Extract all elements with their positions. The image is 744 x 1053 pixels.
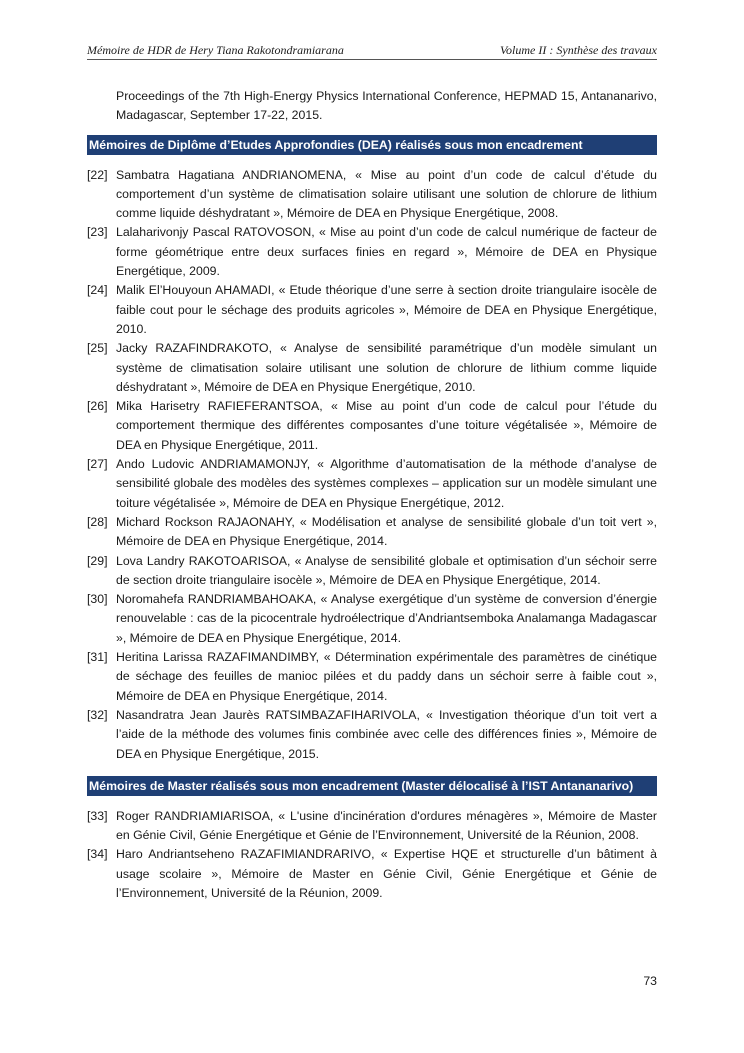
reference-item: [87, 223, 657, 281]
reference-text: Sambatra Hagatiana ANDRIANOMENA, « Mise au point d’un code de calcul d’étude du comportement d’un système de climatisation solaire utilisant une solution de chlorure de lithium comme liquide déshydratant », Mémoire de DEA en Physique Energétique, 2008.: [116, 167, 657, 221]
reference-number: [29]: [87, 553, 108, 568]
section-title-dea: Mémoires de Diplôme d’Etudes Approfondies (DEA) réalisés sous mon encadrement: [87, 135, 657, 155]
reference-number: [24]: [87, 283, 108, 298]
reference-item: [87, 455, 657, 513]
section-title-master: Mémoires de Master réalisés sous mon encadrement (Master délocalisé à l’IST Antananarivo): [87, 776, 657, 796]
reference-list-dea: [87, 166, 657, 764]
reference-text: Michard Rockson RAJAONAHY, « Modélisation et analyse de sensibilité globale d’un toit vert », Mémoire de DEA en Physique Energétique, 2014.: [116, 514, 657, 549]
continuation-text: Proceedings of the 7th High-Energy Physics International Conference, HEPMAD 15, Antananarivo, Madagascar, September 17-22, 2015.: [116, 89, 657, 123]
reference-text: Mika Harisetry RAFIEFERANTSOA, « Mise au point d’un code de calcul pour l’étude du comportement thermique des différentes composantes d’une toiture végétalisée », Mémoire de DEA en Physique Energétique, 2011.: [116, 399, 657, 452]
reference-item: [87, 281, 657, 339]
reference-number: [34]: [87, 847, 108, 862]
reference-item: [87, 166, 657, 224]
reference-item: [87, 590, 657, 648]
reference-number: [28]: [87, 514, 108, 529]
reference-item: [87, 845, 657, 903]
reference-number: [23]: [87, 225, 108, 240]
reference-item: [87, 648, 657, 706]
reference-item: [87, 397, 657, 455]
reference-number: [33]: [87, 808, 108, 823]
reference-item: [87, 339, 657, 397]
page-content: [87, 87, 657, 915]
header-right: Volume II : Synthèse des travaux: [500, 43, 657, 57]
page-header: [87, 41, 657, 60]
header-left: Mémoire de HDR de Hery Tiana Rakotondramiarana: [87, 43, 344, 57]
reference-number: [32]: [87, 707, 108, 722]
reference-text: Roger RANDRIAMIARISOA, « L'usine d'incinération d'ordures ménagères », Mémoire de Master en Génie Civil, Génie Energétique et Génie de l’Environnement, Université de la Réunion, 2008.: [116, 808, 657, 843]
reference-item: [87, 807, 657, 846]
reference-list-master: [87, 807, 657, 903]
reference-item: [87, 513, 657, 552]
reference-text: Ando Ludovic ANDRIAMAMONJY, « Algorithme d’automatisation de la méthode d’analyse de sensibilité globale des modèles des systèmes complexes – application sur un modèle simulant une toiture végétalisée », Mémoire de DEA en Physique Energétique, 2012.: [116, 457, 657, 510]
reference-item: [87, 706, 657, 764]
reference-text: Nasandratra Jean Jaurès RATSIMBAZAFIHARIVOLA, « Investigation théorique d’un toit vert a l’aide de la méthode des volumes finis combinée avec celle des différences finies », Mémoire de DEA en Physique Energétique, 2015.: [116, 707, 657, 761]
reference-text: Malik El’Houyoun AHAMADI, « Etude théorique d’une serre à section droite triangulaire isocèle de faible cout pour le séchage des produits agricoles », Mémoire de DEA en Physique Energétique, 2010.: [116, 283, 657, 336]
reference-number: [22]: [87, 167, 108, 182]
reference-item: [87, 552, 657, 591]
reference-text: Lalaharivonjy Pascal RATOVOSON, « Mise au point d’un code de calcul numérique de facteur de forme géométrique entre deux surfaces finies en regard », Mémoire de DEA en Physique Energétique, 2009.: [116, 225, 657, 279]
reference-number: [30]: [87, 592, 108, 607]
reference-text: Noromahefa RANDRIAMBAHOAKA, « Analyse exergétique d’un système de conversion d’énergie renouvelable : cas de la picocentrale hydroélectrique d’Andriantsemboka Analamanga Madagascar », Mémoire de DEA en Physique Energétique, 2014.: [116, 592, 657, 645]
reference-text: Heritina Larissa RAZAFIMANDIMBY, « Détermination expérimentale des paramètres de cinétique de séchage des feuilles de manioc pilées et du paddy dans un séchoir serre à faible cout », Mémoire de DEA en Physique Energétique, 2014.: [116, 650, 657, 703]
reference-number: [25]: [87, 341, 108, 356]
reference-text: Lova Landry RAKOTOARISOA, « Analyse de sensibilité globale et optimisation d’un séchoir serre de section droite triangulaire isocèle », Mémoire de DEA en Physique Energétique, 2014.: [116, 553, 657, 587]
reference-number: [27]: [87, 457, 108, 472]
reference-text: Jacky RAZAFINDRAKOTO, « Analyse de sensibilité paramétrique d’un modèle simulant un système de climatisation solaire utilisant une solution de chlorure de lithium comme liquide déshydratant », Mémoire de DEA en Physique Energétique, 2010.: [116, 341, 657, 394]
reference-number: [31]: [87, 650, 108, 665]
reference-text: Haro Andriantseheno RAZAFIMIANDRARIVO, « Expertise HQE et structurelle d’un bâtiment à usage scolaire », Mémoire de Master en Génie Civil, Génie Energétique et Génie de l’Environnement, Université de la Réunion, 2009.: [116, 847, 657, 900]
page-number: 73: [643, 974, 657, 988]
reference-number: [26]: [87, 399, 108, 414]
